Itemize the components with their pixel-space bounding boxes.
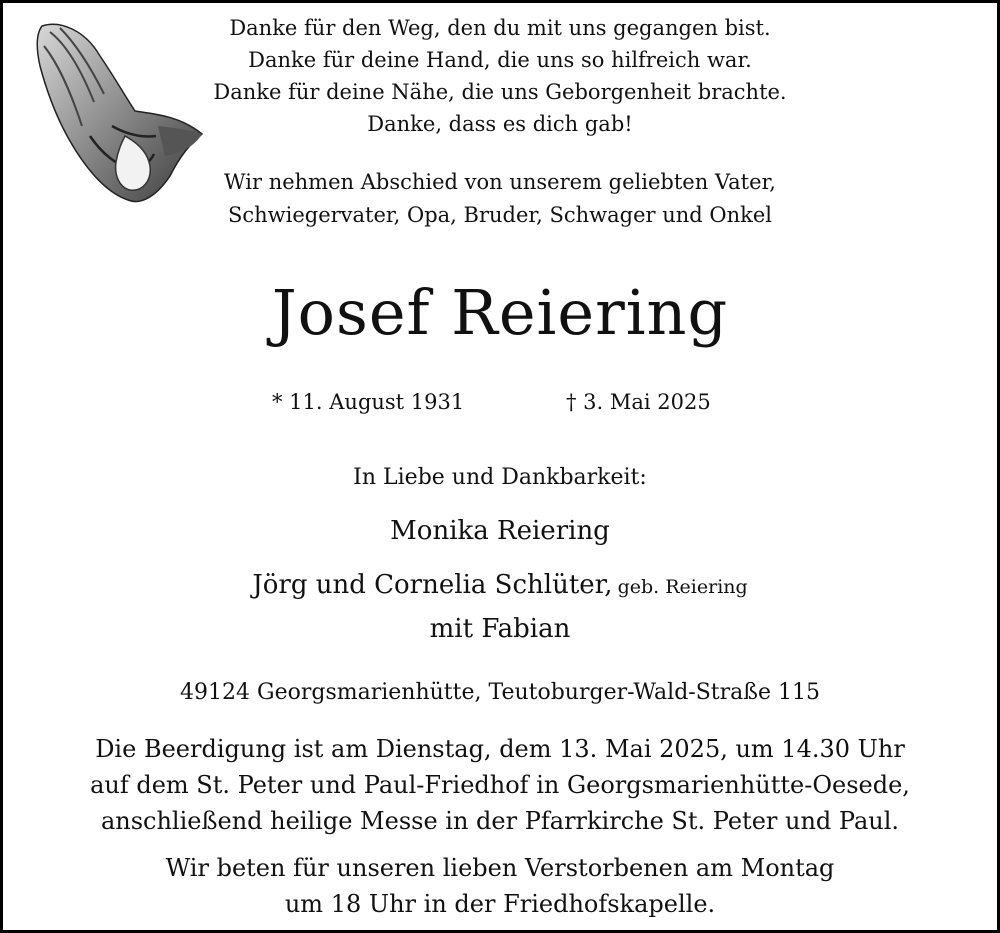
mourner-2-name: Jörg und Cornelia Schlüter, [252, 570, 613, 600]
mourner-2 [0, 570, 1000, 600]
funeral-line-1: Die Beerdigung ist am Dienstag, dem 13. Mai 2025, um 14.30 Uhr [95, 735, 905, 763]
poem-line-4: Danke, dass es dich gab! [367, 112, 633, 136]
prayer-line-2: um 18 Uhr in der Friedhofskapelle. [284, 890, 716, 918]
mourner-1: Monika Reiering [390, 516, 610, 546]
poem-line-1: Danke für den Weg, den du mit uns gegangen bist. [229, 16, 771, 40]
address: 49124 Georgsmarienhütte, Teutoburger-Wald-Straße 115 [180, 680, 820, 705]
mourners-intro: In Liebe und Dankbarkeit: [353, 465, 647, 490]
prayer-line-1: Wir beten für unseren lieben Verstorbenen am Montag [165, 854, 835, 882]
farewell-line-2: Schwiegervater, Opa, Bruder, Schwager und Onkel [227, 203, 773, 227]
poem-line-3: Danke für deine Nähe, die uns Geborgenheit brachte. [213, 80, 787, 104]
poem-line-2: Danke für deine Hand, die uns so hilfreich war. [248, 48, 752, 72]
funeral-line-2: auf dem St. Peter und Paul-Friedhof in Georgsmarienhütte-Oesede, [90, 771, 910, 799]
mourner-2-child: mit Fabian [429, 614, 571, 644]
mourner-2-note: geb. Reiering [617, 576, 748, 598]
deceased-name: Josef Reiering [271, 276, 729, 349]
death-date: † 3. Mai 2025 [566, 390, 711, 414]
funeral-line-3: anschließend heilige Messe in der Pfarrkirche St. Peter und Paul. [100, 807, 900, 835]
birth-date: * 11. August 1931 [272, 390, 465, 414]
farewell-line-1: Wir nehmen Abschied von unserem geliebten Vater, [224, 170, 776, 194]
